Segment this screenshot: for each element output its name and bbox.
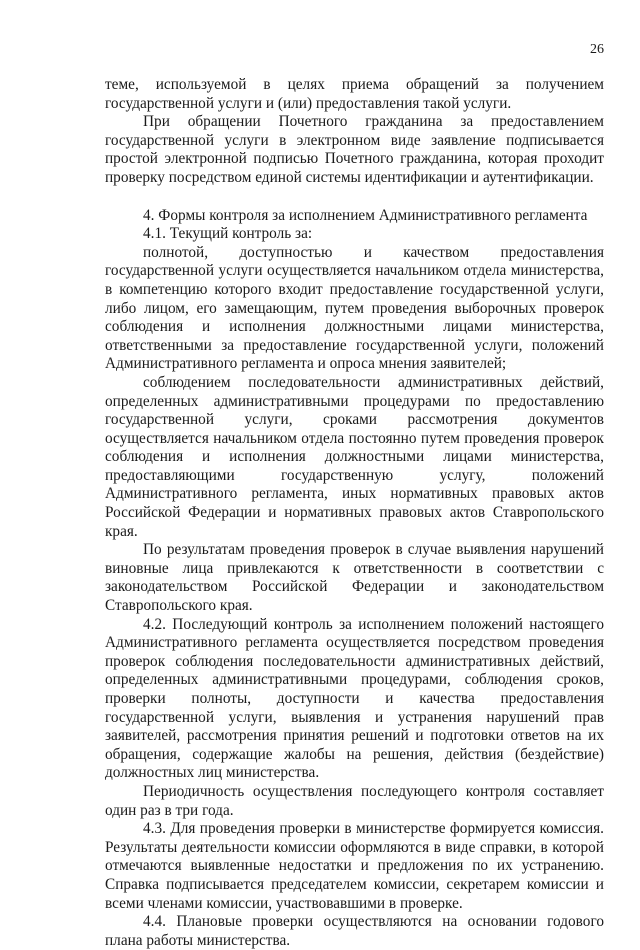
- paragraph-current-control-sequence: соблюдением последовательности административных действий, определенных административными процедурами по предоставлению государственной услуги, сроками рассмотрения документов осуществляется начальником отдела постоянно путем проведения проверок соблюдения и исполнения должностными лицами министерства, предоставляющими государственную услугу, положений Административного регламента, иных нормативных правовых актов Российской Федерации и нормативных правовых актов Ставропольского края.: [105, 373, 604, 540]
- paragraph-commission: 4.3. Для проведения проверки в министерстве формируется комиссия. Результаты деятельности комиссии оформляются в виде справки, в которой отмечаются выявленные недостатки и предложения по их устранению. Справка подписывается председателем комиссии, секретарем комиссии и всеми членами комиссии, участвовавшими в проверке.: [105, 820, 604, 912]
- document-body: [105, 76, 604, 950]
- section-heading: 4. Формы контроля за исполнением Административного регламента: [143, 206, 588, 224]
- paragraph-continuation: теме, используемой в целях приема обращений за получением государственной услуги и (или) предоставления такой услуги.: [105, 76, 604, 112]
- paragraph-periodicity: Периодичность осуществления последующего контроля составляет один раз в три года.: [105, 782, 604, 819]
- subsection-heading: 4.1. Текущий контроль за:: [143, 225, 313, 243]
- paragraph-planned-inspections: 4.4. Плановые проверки осуществляются на основании годового плана работы министерства.: [105, 913, 604, 949]
- paragraph-liability: По результатам проведения проверок в случае выявления нарушений виновные лица привлекаются к ответственности в соответствии с законодательством Российской Федерации и законодательством Ставропольского края.: [105, 541, 604, 615]
- paragraph-electronic-signature: При обращении Почетного гражданина за предоставлением государственной услуги в электронном виде заявление подписывается простой электронной подписью Почетного гражданина, которая проходит проверку посредством единой системы идентификации и аутентификации.: [105, 113, 604, 186]
- paragraph-current-control-quality: полнотой, доступностью и качеством предоставления государственной услуги осуществляется начальником отдела министерства, в компетенцию которого входит предоставление государственной услуги, либо лицом, его замещающим, путем проведения выборочных проверок соблюдения и исполнения должностными лицами министерства, ответственными за предоставление государственной услуги, положений Административного регламента и опроса мнения заявителей;: [105, 243, 604, 373]
- paragraph-subsequent-control: 4.2. Последующий контроль за исполнением положений настоящего Административного регламента осуществляется посредством проведения проверок соблюдения последовательности административных действий, определенных административными процедурами, соблюдения сроков, проверки полноты, доступности и качества предоставления государственной услуги, выявления и устранения нарушений прав заявителей, рассмотрения принятия решений и подготовки ответов на их обращения, содержащие жалобы на решения, действия (бездействие) должностных лиц министерства.: [105, 615, 604, 782]
- page-number: 26: [590, 42, 604, 57]
